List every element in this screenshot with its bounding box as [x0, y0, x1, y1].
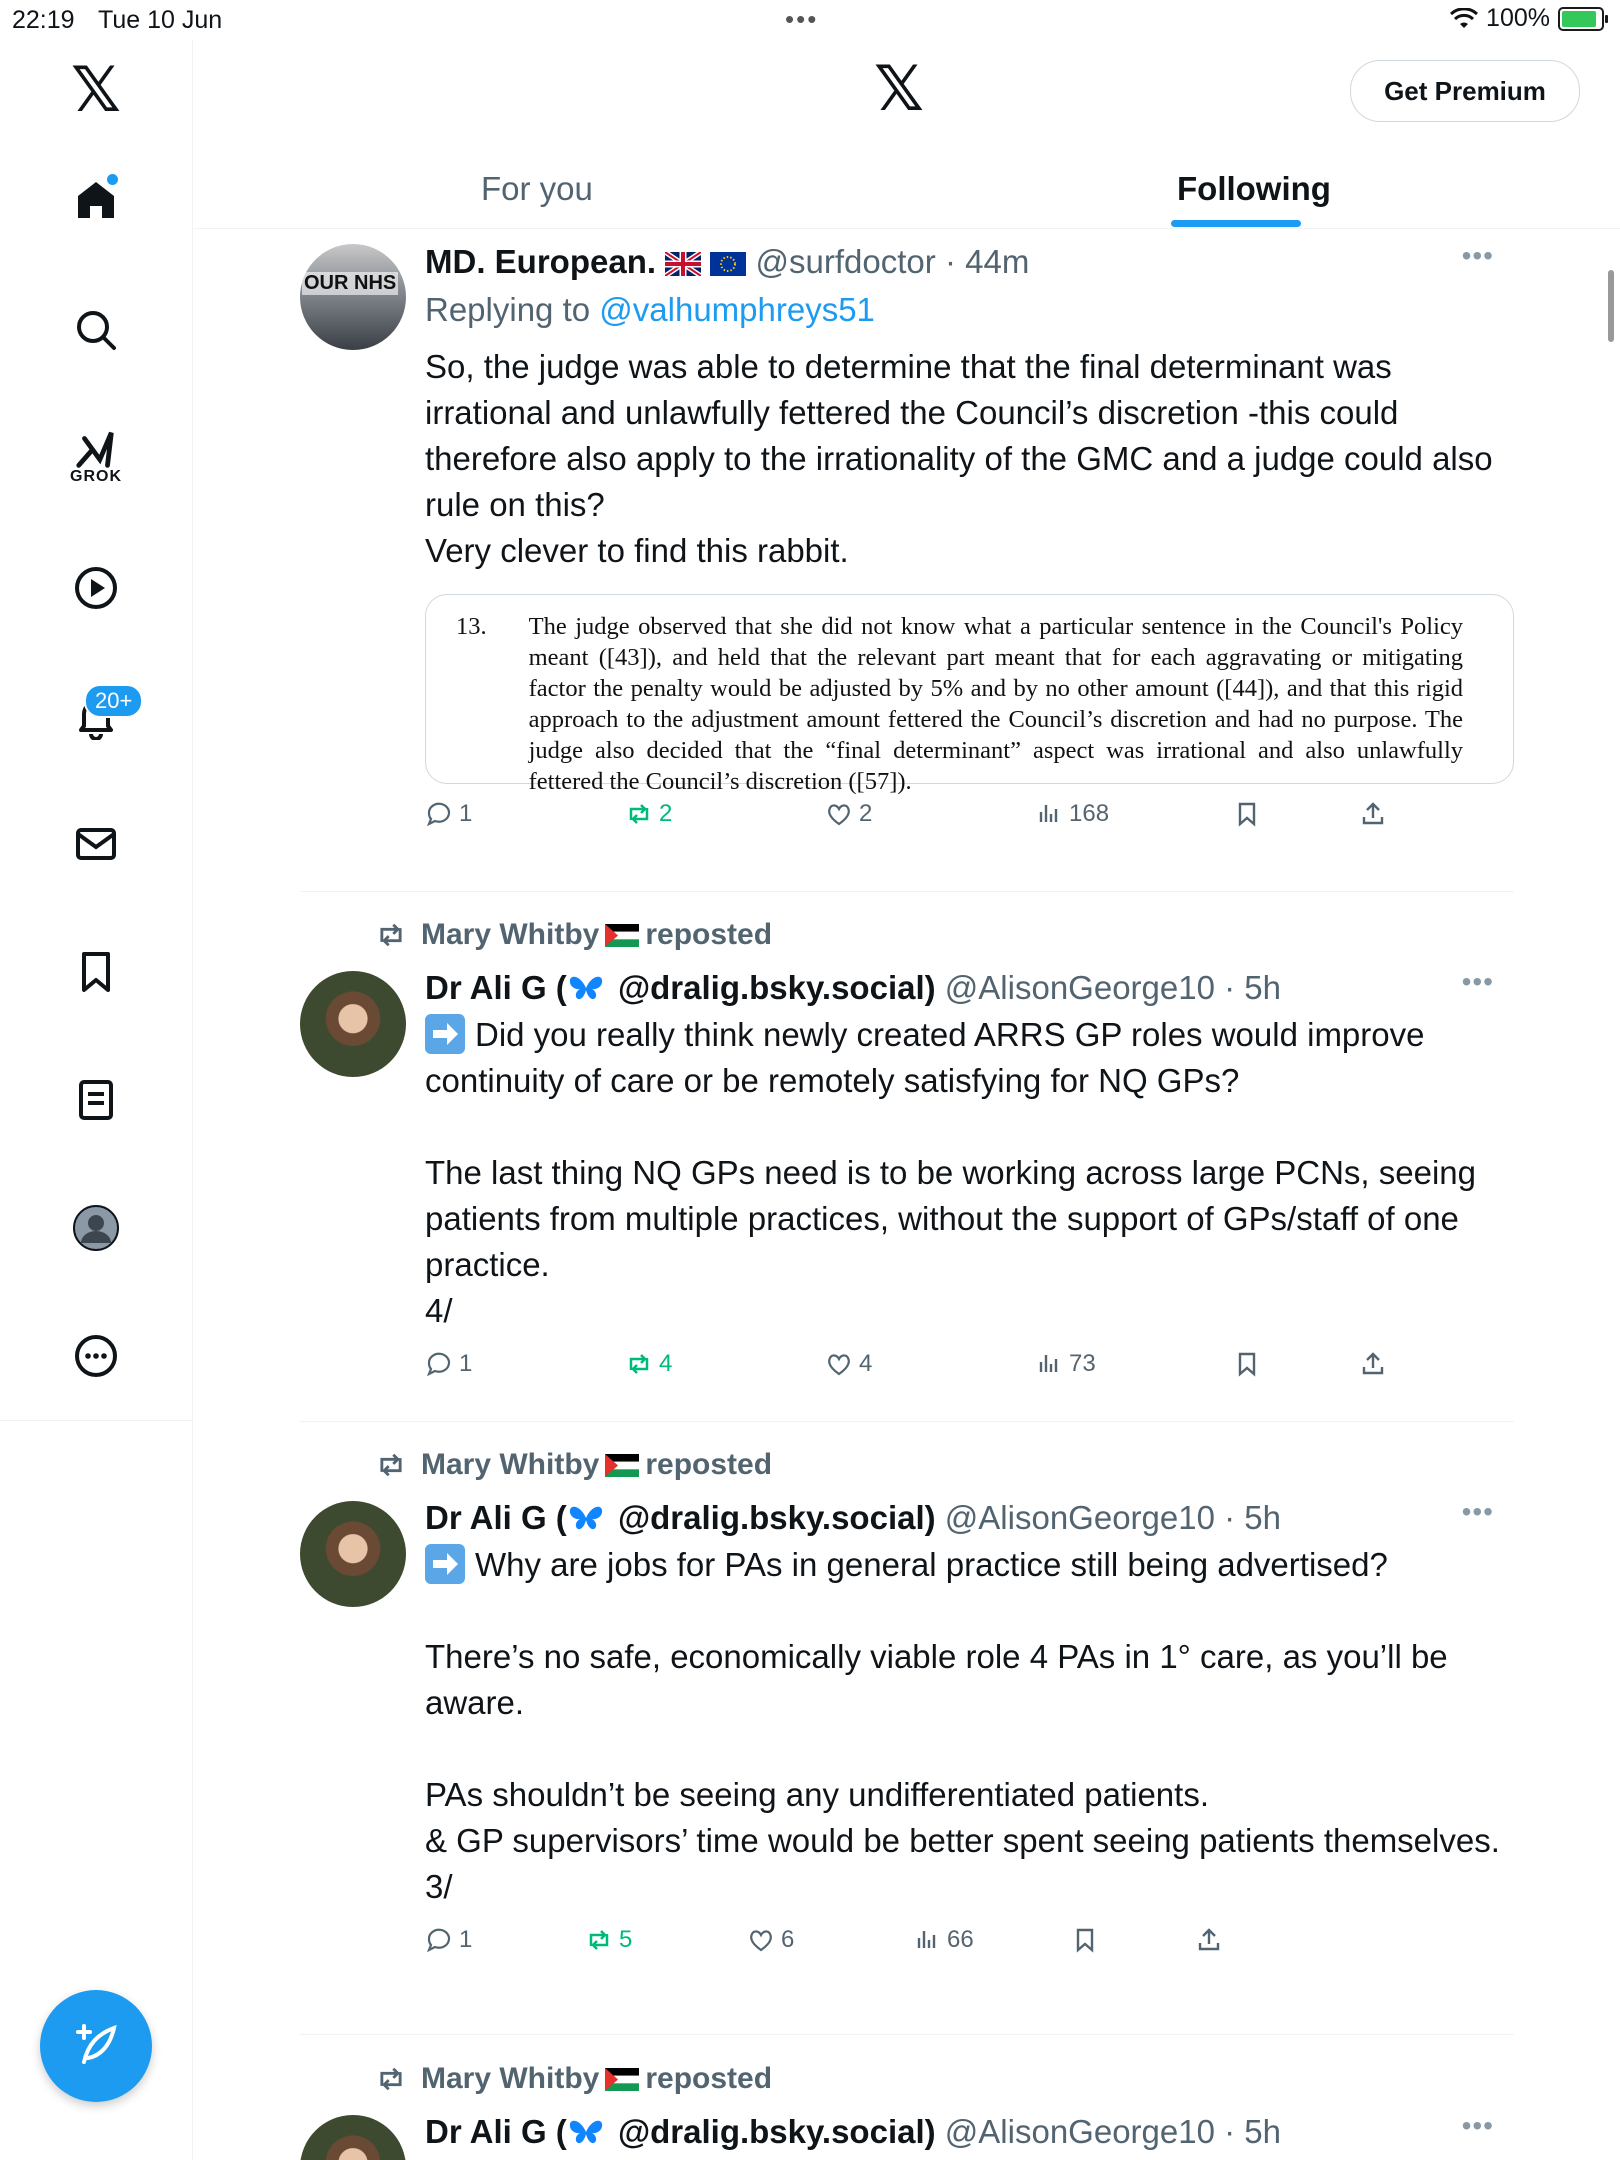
like-icon — [825, 800, 853, 828]
get-premium-button[interactable]: Get Premium — [1350, 60, 1580, 122]
avatar[interactable] — [300, 1501, 406, 1607]
views-button[interactable]: 66 — [913, 1926, 974, 1954]
tweet-time[interactable]: 5h — [1244, 1499, 1281, 1536]
search-icon — [72, 306, 120, 354]
nav-grok[interactable] — [56, 410, 136, 490]
lists-icon — [72, 1076, 120, 1124]
replying-to: Replying to @valhumphreys51 — [425, 291, 875, 328]
bookmark-icon — [1233, 1350, 1261, 1378]
avatar[interactable]: OUR NHS — [300, 244, 406, 350]
butterfly-icon — [567, 972, 605, 1004]
tweet-text: Why are jobs for PAs in general practice still being advertised? There’s no safe, economically viable role 4 PAs in 1° care, as you’ll be aware. PAs shouldn’t be seeing any undifferentiated patients. & GP supervisors’ time would be better spent seeing patients themselves. 3/ — [425, 1546, 1500, 1905]
bookmark-button[interactable] — [1071, 1926, 1099, 1954]
tweet-more-icon[interactable]: ••• — [1461, 966, 1494, 997]
timeline-tabs — [193, 150, 1620, 229]
tweet-header: Dr Ali G ( @dralig.bsky.social) @AlisonGeorge10 · 5h — [425, 969, 1281, 1006]
grok-label: GROK — [70, 468, 122, 485]
eu-flag-icon — [710, 252, 746, 276]
tab-following[interactable]: Following — [1177, 170, 1331, 207]
repost-button[interactable]: 2 — [625, 800, 672, 828]
reposter-name[interactable]: Mary Whitby — [421, 918, 600, 951]
palestine-flag-icon — [605, 2068, 639, 2091]
share-icon — [1359, 1350, 1387, 1378]
reply-icon — [425, 1350, 453, 1378]
share-icon — [1195, 1926, 1223, 1954]
tweet-time[interactable]: 44m — [965, 243, 1030, 280]
views-button[interactable]: 168 — [1035, 800, 1109, 828]
butterfly-icon — [567, 2116, 605, 2148]
reply-button[interactable]: 1 — [425, 1926, 472, 1954]
author-handle[interactable]: @AlisonGeorge10 — [944, 2113, 1215, 2150]
tweet-actions — [425, 800, 1514, 840]
author-name[interactable]: Dr Ali G ( @dralig.bsky.social) — [425, 1499, 936, 1536]
repost-icon — [375, 1449, 407, 1481]
repost-icon — [375, 2063, 407, 2095]
battery-icon — [1558, 7, 1604, 31]
nav-home[interactable] — [56, 160, 136, 240]
bookmark-icon — [1233, 800, 1261, 828]
bookmark-icon — [72, 948, 120, 996]
repost-context: Mary Whitby reposted — [375, 2062, 772, 2096]
repost-icon — [625, 800, 653, 828]
tweet-time[interactable]: 5h — [1244, 969, 1281, 1006]
nav-messages[interactable] — [56, 804, 136, 884]
right-arrow-icon — [425, 1544, 465, 1584]
wifi-icon — [1450, 8, 1478, 30]
tweet-header: MD. European. @surfdoctor · 44m — [425, 243, 1030, 280]
battery-percent: 100% — [1486, 4, 1550, 32]
multitask-dots-icon[interactable]: ••• — [785, 4, 819, 34]
quote-text: The judge observed that she did not know what a particular sentence in the Council's Policy meant ([43]), and held that the relevant part meant that for each aggravating or mitigating factor the penalty would be adjusted by 5% and by no other amount ([44]), and that this rigid approach to the adjustment amount fettered the Council’s discretion and had no purpose. The judge also decided that the “final determinant” aspect was irrational and also unlawfully fettered the Council’s discretion ([57]). — [528, 613, 1463, 795]
tweet-actions — [425, 1926, 1514, 1966]
tweet-text: So, the judge was able to determine that the final determinant was irrational and unlawfully fettered the Council’s discretion -this could therefore also apply to the irrationality of the GMC and a judge could also rule on this? Very clever to find this rabbit. — [425, 348, 1493, 569]
repost-button[interactable]: 4 — [625, 1350, 672, 1378]
tab-for-you[interactable]: For you — [481, 170, 593, 207]
butterfly-icon — [567, 1502, 605, 1534]
repost-icon — [375, 919, 407, 951]
reply-icon — [425, 1926, 453, 1954]
tweet-item[interactable] — [300, 2110, 1514, 2160]
grok-icon — [73, 427, 119, 473]
tweet-header: Dr Ali G ( @dralig.bsky.social) @AlisonGeorge10 · 5h — [425, 1499, 1281, 1536]
compose-icon — [68, 2018, 124, 2074]
header-x-logo-icon[interactable]: 𝕏 — [874, 52, 924, 125]
repost-button[interactable]: 5 — [585, 1926, 632, 1954]
share-icon — [1359, 800, 1387, 828]
avatar[interactable] — [300, 2115, 406, 2160]
repost-icon — [625, 1350, 653, 1378]
repost-context: Mary Whitby reposted — [375, 1448, 772, 1482]
palestine-flag-icon — [605, 1454, 639, 1477]
mail-icon — [72, 820, 120, 868]
like-icon — [825, 1350, 853, 1378]
tweet-separator — [300, 2034, 1514, 2035]
home-notification-dot — [107, 174, 118, 185]
tweet-text-wrapper — [425, 1012, 1514, 1334]
tweet-more-icon[interactable]: ••• — [1461, 1496, 1494, 1527]
tweet-header: Dr Ali G ( @dralig.bsky.social) @AlisonGeorge10 · 5h — [425, 2113, 1281, 2150]
quote-number: 13. — [456, 613, 487, 640]
status-time: 22:19 — [12, 6, 75, 34]
tweet-text-wrapper — [425, 1542, 1514, 1910]
repost-icon — [585, 1926, 613, 1954]
profile-icon — [72, 1204, 120, 1252]
status-right — [1450, 4, 1604, 33]
author-name[interactable]: Dr Ali G ( @dralig.bsky.social) — [425, 2113, 936, 2150]
replying-to-link[interactable]: @valhumphreys51 — [599, 291, 875, 328]
like-button[interactable]: 6 — [747, 1926, 794, 1954]
share-button[interactable] — [1359, 800, 1387, 828]
reposter-name[interactable]: Mary Whitby — [421, 2062, 600, 2095]
play-icon — [72, 564, 120, 612]
bookmark-icon — [1071, 1926, 1099, 1954]
sidebar-divider — [192, 40, 193, 2160]
views-icon — [913, 1926, 941, 1954]
author-handle[interactable]: @AlisonGeorge10 — [944, 1499, 1215, 1536]
avatar[interactable] — [300, 971, 406, 1077]
tweet-separator — [300, 1421, 1514, 1422]
notifications-badge: 20+ — [84, 684, 143, 718]
scrollbar[interactable] — [1608, 270, 1614, 342]
x-logo-icon[interactable]: 𝕏 — [71, 53, 121, 126]
tweet-more-icon[interactable]: ••• — [1461, 240, 1494, 271]
reposter-name[interactable]: Mary Whitby — [421, 1448, 600, 1481]
views-icon — [1035, 1350, 1063, 1378]
nav-bookmarks[interactable] — [56, 932, 136, 1012]
sidebar-bottom-divider — [0, 1420, 192, 1421]
nav-lists[interactable] — [56, 1060, 136, 1140]
like-button[interactable]: 4 — [825, 1350, 872, 1378]
tab-active-indicator — [1171, 220, 1301, 227]
nav-search[interactable] — [56, 290, 136, 370]
tweet-time[interactable]: 5h — [1244, 2113, 1281, 2150]
author-name[interactable]: Dr Ali G ( @dralig.bsky.social) — [425, 969, 936, 1006]
bookmark-button[interactable] — [1233, 1350, 1261, 1378]
tweet-actions — [425, 1350, 1514, 1390]
repost-context: Mary Whitby reposted — [375, 918, 772, 952]
status-date: Tue 10 Jun — [98, 6, 223, 34]
tweet-separator — [300, 891, 1514, 892]
status-bar — [0, 0, 1620, 40]
uk-flag-icon — [665, 252, 701, 276]
reply-icon — [425, 800, 453, 828]
nav-more[interactable] — [56, 1316, 136, 1396]
reply-button[interactable]: 1 — [425, 1350, 472, 1378]
like-button[interactable]: 2 — [825, 800, 872, 828]
reply-button[interactable]: 1 — [425, 800, 472, 828]
views-button[interactable]: 73 — [1035, 1350, 1096, 1378]
author-handle[interactable]: @surfdoctor — [755, 243, 936, 280]
more-icon — [72, 1332, 120, 1380]
bookmark-button[interactable] — [1233, 800, 1261, 828]
like-icon — [747, 1926, 775, 1954]
tweet-image[interactable] — [425, 594, 1514, 795]
nav-video[interactable] — [56, 548, 136, 628]
tweet-more-icon[interactable]: ••• — [1461, 2110, 1494, 2141]
tweet-text: Did you really think newly created ARRS GP roles would improve continuity of care or be remotely satisfying for NQ GPs? The last thing NQ GPs need is to be working across large PCNs, seeing patients from multiple practices, without the support of GPs/staff of one practice. 4/ — [425, 1016, 1476, 1329]
nav-profile[interactable] — [56, 1188, 136, 1268]
author-handle[interactable]: @AlisonGeorge10 — [944, 969, 1215, 1006]
compose-button[interactable] — [40, 1990, 152, 2102]
palestine-flag-icon — [605, 924, 639, 947]
share-button[interactable] — [1195, 1926, 1223, 1954]
share-button[interactable] — [1359, 1350, 1387, 1378]
right-arrow-icon — [425, 1014, 465, 1054]
views-icon — [1035, 800, 1063, 828]
author-name[interactable]: MD. European. — [425, 243, 657, 280]
